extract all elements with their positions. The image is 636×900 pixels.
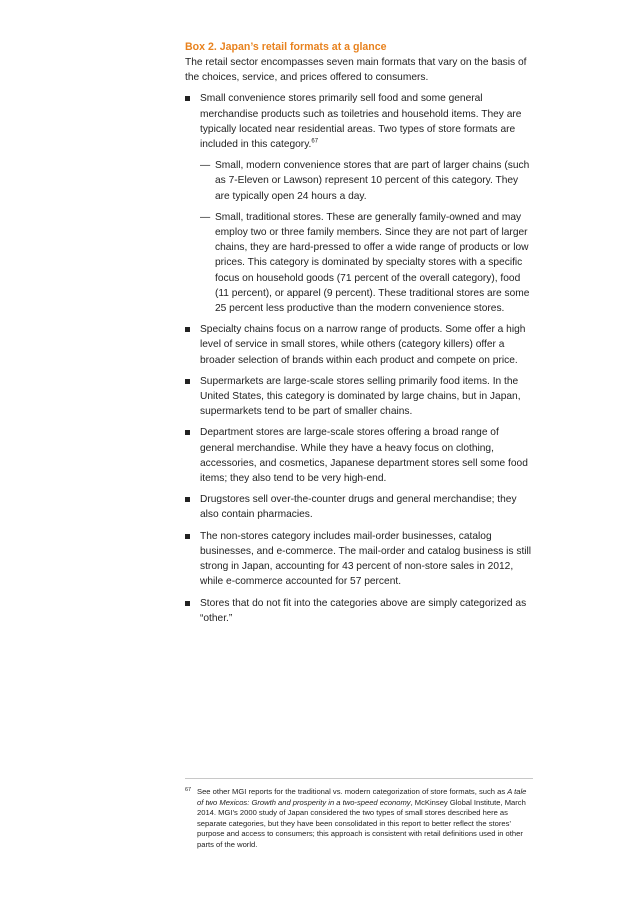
list-item-non-stores (185, 529, 535, 590)
retail-formats-box (185, 40, 535, 632)
non-stores-text: The non-stores category includes mail-order businesses, catalog businesses, and e-commerce. The mail-order and catalog business is still strong in Japan, accounting for 43 percent of non-store sales in 2012, while e-commerce accounted for 57 percent. (200, 530, 532, 588)
bullet-square-icon (185, 430, 190, 435)
bullet-square-icon (185, 534, 190, 539)
footnote-divider (185, 778, 533, 779)
footnote-rest: , McKinsey Global Institute, March 2014. MGI’s 2000 study of Japan considered the two types of small stores described here as separate categories, but they have been consolidated in this report to better reflect the stores’ purpose and access to consumers; this approach is consistent with retail definitions used in other parts of the world. (197, 797, 526, 849)
footnote-lead: See other MGI reports for the traditional vs. modern categorization of store formats, such as (197, 787, 506, 796)
sub-item-traditional-stores (200, 210, 535, 316)
modern-convenience-text: Small, modern convenience stores that are part of larger chains (such as 7-Eleven or Lawson) represent 10 percent of this category. They are typically open 24 hours a day. (215, 160, 530, 202)
bullet-square-icon (185, 327, 190, 332)
drugstores-text: Drugstores sell over-the-counter drugs and general merchandise; they also contain pharmacies. (200, 494, 517, 521)
traditional-stores-text: Small, traditional stores. These are generally family-owned and may employ two or three family members. Since they are not part of larger chains, they are hard-pressed to offer a wide range of products or low prices. This category is dominated by specialty stores with a specific focus on household goods (71 percent of the overall category), food (11 percent), or apparel (9 percent). These traditional stores are some 25 percent less productive than the modern convenience stores. (215, 211, 530, 315)
box-title: Box 2. Japan’s retail formats at a glance (185, 41, 387, 53)
convenience-subtypes-list (200, 158, 535, 316)
retail-format-list (185, 91, 535, 626)
sub-item-modern-convenience (200, 158, 535, 204)
footnote-cited-title: A tale of two Mexicos: Growth and prosperity in a two-speed economy (197, 787, 527, 807)
footnote-number: 67 (185, 787, 192, 793)
bullet-square-icon (185, 497, 190, 502)
list-item-other (185, 596, 535, 626)
dash-icon: — (200, 160, 211, 172)
box-intro: The retail sector encompasses seven main formats that vary on the basis of the choices, service, and prices offered to consumers. (185, 57, 527, 84)
supermarkets-text: Supermarkets are large-scale stores selling primarily food items. In the United States, this category is dominated by large chains, but in Japan, supermarkets tend to be part of smaller chains. (200, 375, 521, 418)
footnote (185, 787, 533, 851)
convenience-stores-text: Small convenience stores primarily sell food and some general merchandise products such as toiletries and household items. They are typically located near residential areas. Two types of store formats are included in this category. (200, 93, 522, 151)
bullet-square-icon (185, 379, 190, 384)
bullet-square-icon (185, 601, 190, 606)
list-item-supermarkets (185, 374, 535, 420)
bullet-square-icon (185, 96, 190, 101)
dash-icon: — (200, 211, 211, 223)
list-item-convenience-stores (185, 91, 535, 316)
list-item-department-stores (185, 425, 535, 486)
list-item-specialty-chains (185, 322, 535, 368)
department-stores-text: Department stores are large-scale stores offering a broad range of general merchandise. While they have a heavy focus on clothing, accessories, and cosmetics, Japanese department stores sell some food items; they also tend to be very high-end. (200, 427, 528, 485)
specialty-chains-text: Specialty chains focus on a narrow range of products. Some offer a high level of service in small stores, while others (category killers) offer a broader selection of brands within each product and compete on price. (200, 324, 526, 366)
footnote-text (185, 787, 533, 851)
other-stores-text: Stores that do not fit into the categories above are simply categorized as “other.” (200, 597, 527, 624)
footnote-ref[interactable]: 67 (311, 138, 319, 145)
list-item-drugstores (185, 492, 535, 522)
